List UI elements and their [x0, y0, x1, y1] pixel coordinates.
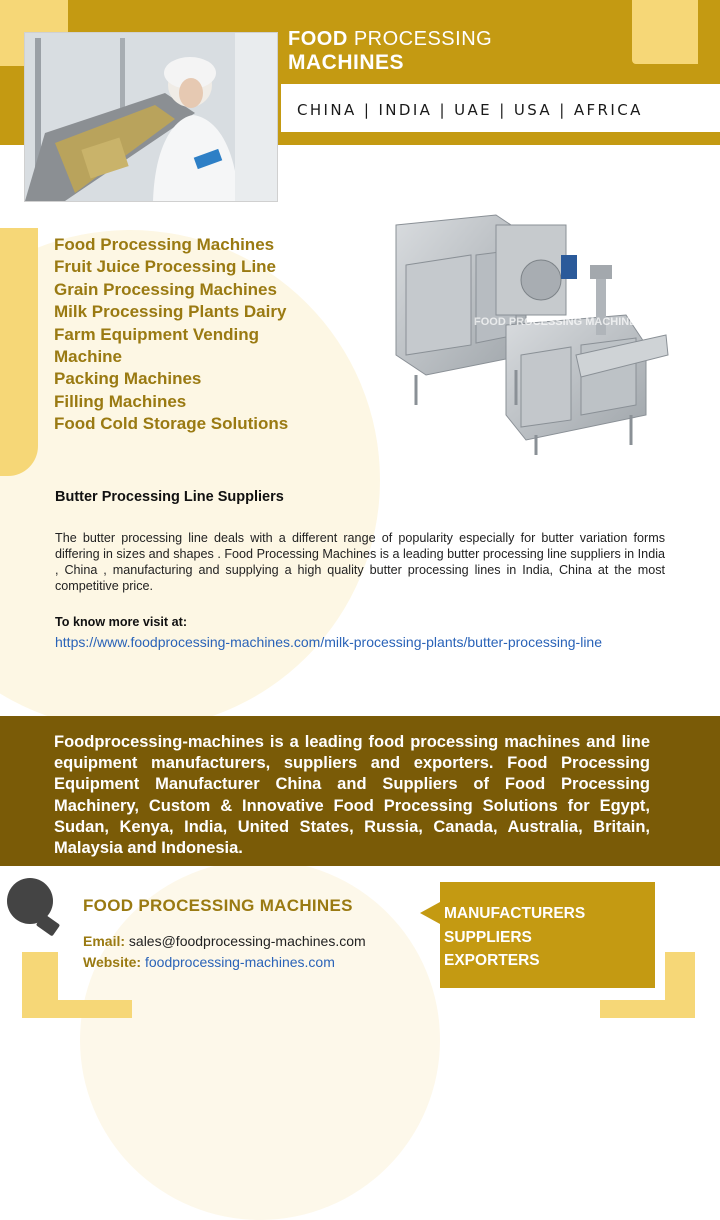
machine-watermark: FOOD PROCESSING MACHINES: [474, 316, 644, 328]
email-value[interactable]: sales@foodprocessing-machines.com: [128, 933, 366, 949]
tag-item: SUPPLIERS: [444, 928, 532, 946]
machine-image: [376, 205, 676, 463]
section-body: The butter processing line deals with a different range of popularity especially for butter variation forms differing in sizes and shapes . Food Processing Machines is a leading butter processing line suppliers in India , China , manufacturing and supplying a high quality butter processing lines in India, China at the most competitive price.: [55, 531, 665, 593]
list-item: Machine: [54, 347, 123, 367]
side-accent: [0, 228, 38, 476]
worker-photo: [24, 32, 278, 202]
website-label: Website:: [83, 954, 142, 970]
section-heading: Butter Processing Line Suppliers: [55, 489, 284, 505]
corner-decoration: [632, 0, 698, 64]
list-item: Food Processing Machines: [54, 235, 275, 254]
logo-text-line2: MACHINES: [288, 51, 405, 74]
banner-text: Foodprocessing-machines is a leading food processing machines and line equipment manufacturers, suppliers and exporters. Food Processing Equipment Manufacturer China and Suppliers of Food Processing Machinery, Custom & Innovative Food Processing Solutions for Egypt, Sudan, Kenya, India, United States, Russia, Canada, Australia, Britain, Malaysia and Indonesia.: [54, 733, 650, 858]
visit-label: To know more visit at:: [55, 615, 188, 629]
tag-list: [444, 902, 585, 973]
website-link[interactable]: foodprocessing-machines.com: [144, 954, 335, 970]
worker-illustration: [25, 33, 277, 201]
corner-decoration: [600, 1000, 695, 1018]
list-item: Grain Processing Machines: [54, 279, 277, 299]
tag-item: EXPORTERS: [444, 952, 540, 970]
list-item: Milk Processing Plants Dairy: [54, 302, 287, 322]
corner-decoration: [22, 1000, 132, 1018]
list-item: Fruit Juice Processing Line: [54, 257, 277, 277]
machine-illustration: [376, 205, 676, 463]
visit-link[interactable]: https://www.foodprocessing-machines.com/milk-processing-plants/butter-processing-line: [55, 634, 603, 650]
list-item: Packing Machines: [54, 369, 202, 389]
tag-notch: [420, 902, 440, 924]
country-list: CHINA | INDIA | UAE | USA | AFRICA: [297, 101, 643, 119]
logo-text: FOOD PROCESSING: [288, 28, 493, 50]
email-label: Email:: [83, 933, 126, 949]
corner-decoration: [0, 38, 24, 66]
list-item: Food Cold Storage Solutions: [54, 414, 289, 434]
footer-title: FOOD PROCESSING MACHINES: [83, 896, 353, 915]
product-list: [54, 234, 334, 436]
tag-item: MANUFACTURERS: [444, 905, 586, 922]
list-item: Filling Machines: [54, 391, 187, 411]
email-line: [83, 933, 366, 949]
website-line: [83, 954, 335, 970]
list-item: Farm Equipment Vending: [54, 324, 259, 344]
